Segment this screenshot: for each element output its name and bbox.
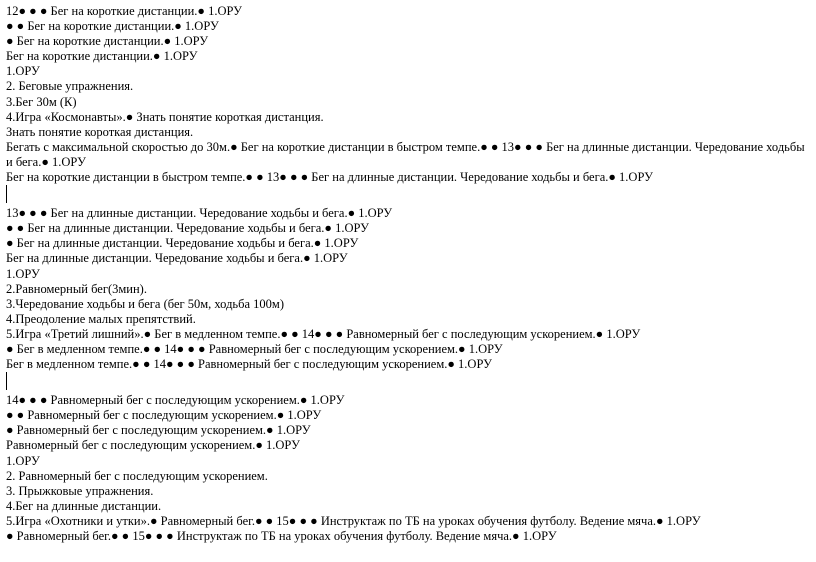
document-line: 4.Игра «Космонавты».● Знать понятие короткая дистанция.	[6, 109, 324, 124]
document-line: 13● ● ● Бег на длинные дистанции. Чередование ходьбы и бега.● 1.ОРУ	[6, 206, 393, 221]
document-line: 12● ● ● Бег на короткие дистанции.● 1.ОРУ	[6, 4, 242, 18]
document-line: Бег на короткие дистанции в быстром темпе.● ● 13● ● ● Бег на длинные дистанции. Чередование ходьбы и бега.● 1.ОРУ	[6, 170, 653, 185]
document-line: Бег на длинные дистанции. Чередование ходьбы и бега.● 1.ОРУ	[6, 251, 348, 266]
document-line: 1.ОРУ	[6, 64, 40, 79]
vertical-bar-marker	[6, 185, 808, 206]
document-line: Знать понятие короткая дистанция.	[6, 124, 194, 139]
document-line: Бег в медленном темпе.● ● 14● ● ● Равномерный бег с последующим ускорением.● 1.ОРУ	[6, 357, 492, 372]
document-line: Бег на короткие дистанции.● 1.ОРУ	[6, 49, 198, 64]
document-line: ● ● Бег на длинные дистанции. Чередование ходьбы и бега.● 1.ОРУ	[6, 221, 369, 236]
document-line: 1.ОРУ	[6, 453, 40, 468]
document-line: 2. Равномерный бег с последующим ускорением.	[6, 468, 268, 483]
document-line: Равномерный бег с последующим ускорением.● 1.ОРУ	[6, 438, 300, 453]
document-text-body	[6, 4, 808, 544]
document-line: 3.Чередование ходьбы и бега (бег 50м, ходьба 100м)	[6, 296, 284, 311]
document-line: 2. Беговые упражнения.	[6, 79, 134, 94]
document-line: ● Бег в медленном темпе.● ● 14● ● ● Равномерный бег с последующим ускорением.● 1.ОРУ	[6, 341, 503, 356]
document-line: 14● ● ● Равномерный бег с последующим ускорением.● 1.ОРУ	[6, 393, 345, 408]
cursor-bar-icon	[6, 185, 8, 203]
vertical-bar-marker	[6, 372, 808, 393]
document-line: 3.Бег 30м (К)	[6, 94, 77, 109]
document-line: ● Равномерный бег.● ● 15● ● ● Инструктаж по ТБ на уроках обучения футболу. Ведение мяча.● 1.ОРУ	[6, 529, 557, 543]
cursor-bar-icon	[6, 372, 8, 390]
document-line: ● Бег на короткие дистанции.● 1.ОРУ	[6, 34, 209, 49]
document-line: 2.Равномерный бег(3мин).	[6, 281, 147, 296]
document-line: Бегать с максимальной скоростью до 30м.● Бег на короткие дистанции в быстром темпе.● ● 13● ● ● Бег на длинные дистанции. Чередование ходьбы и бега.● 1.ОРУ	[6, 139, 808, 169]
document-line: 3. Прыжковые упражнения.	[6, 483, 154, 498]
document-line: ● ● Равномерный бег с последующим ускорением.● 1.ОРУ	[6, 408, 322, 423]
document-line: ● Бег на длинные дистанции. Чередование ходьбы и бега.● 1.ОРУ	[6, 236, 359, 251]
document-line: ● Равномерный бег с последующим ускорением.● 1.ОРУ	[6, 423, 311, 438]
document-line: 4.Преодоление малых препятствий.	[6, 311, 196, 326]
document-line: 1.ОРУ	[6, 266, 40, 281]
document-line: 5.Игра «Третий лишний».● Бег в медленном темпе.● ● 14● ● ● Равномерный бег с последующим ускорением.● 1.ОРУ	[6, 326, 641, 341]
document-line: 4.Бег на длинные дистанции.	[6, 498, 162, 513]
document-line: ● ● Бег на короткие дистанции.● 1.ОРУ	[6, 19, 219, 34]
document-line: 5.Игра «Охотники и утки».● Равномерный бег.● ● 15● ● ● Инструктаж по ТБ на уроках обучения футболу. Ведение мяча.● 1.ОРУ	[6, 513, 701, 528]
